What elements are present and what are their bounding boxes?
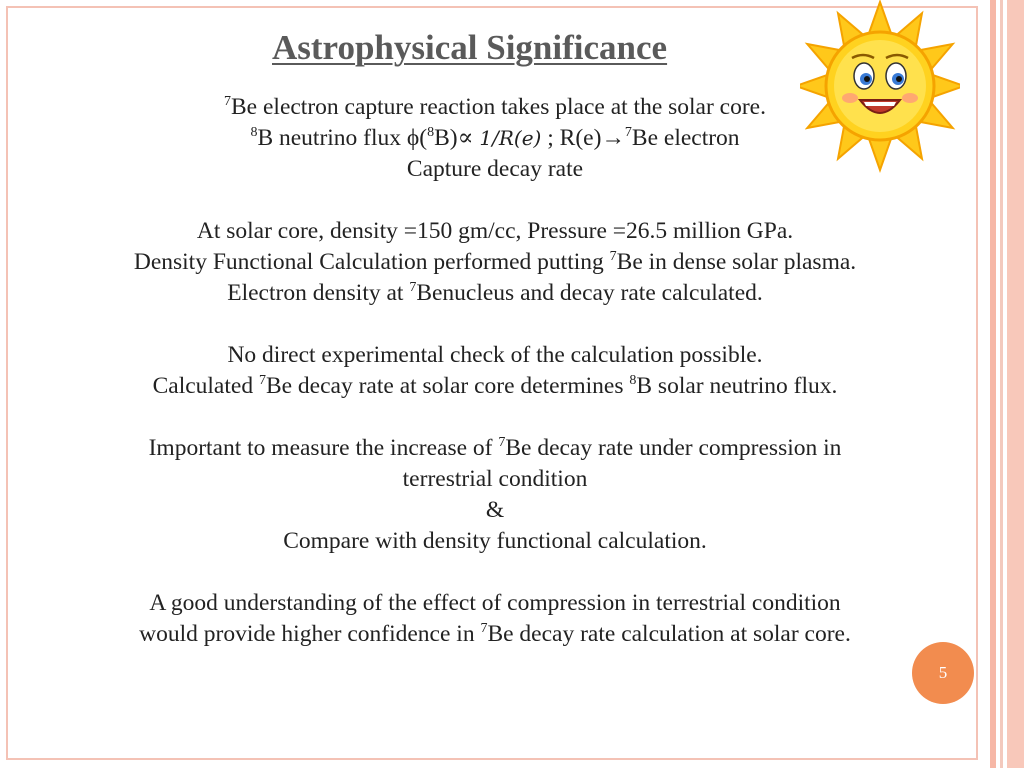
text-line (20, 588, 970, 619)
text-span: ; R(e)→ (541, 125, 625, 151)
text-span: No direct experimental check of the calculation possible. (227, 342, 763, 368)
text-span: Important to measure the increase of (148, 435, 499, 461)
text-span: B solar neutrino flux. (636, 373, 838, 399)
superscript: 7 (224, 94, 231, 109)
text-span: Be decay rate at solar core determines (265, 373, 630, 399)
text-span: B)∝ (434, 125, 480, 151)
superscript: 7 (624, 125, 632, 140)
superscript: 8 (629, 373, 637, 388)
text-span: & (485, 497, 505, 523)
text-span: Be decay rate calculation at solar core. (487, 621, 851, 647)
superscript: 8 (427, 125, 435, 140)
decorative-stripe (1007, 0, 1024, 768)
spacer (20, 309, 970, 340)
text-span: Density Functional Calculation performed putting (133, 249, 610, 275)
text-line (20, 433, 970, 464)
text-span: Benucleus and decay rate calculated. (416, 280, 763, 306)
text-span: would provide higher confidence in (139, 621, 481, 647)
text-span: Be in dense solar plasma. (616, 249, 857, 275)
text-span: Electron density at (227, 280, 410, 306)
text-line (20, 123, 970, 154)
spacer (20, 557, 970, 588)
text-span: Be electron (631, 125, 740, 151)
decorative-stripe (1000, 0, 1003, 768)
text-line (20, 247, 970, 278)
text-span: Capture decay rate (406, 156, 584, 182)
text-line (20, 495, 970, 526)
superscript: 7 (480, 621, 488, 636)
slide-title: Astrophysical Significance (272, 28, 668, 67)
text-line (20, 154, 970, 185)
superscript: 8 (250, 125, 258, 140)
decorative-stripe (990, 0, 996, 768)
math-expression: 1/R(e) (479, 126, 542, 150)
text-span: Compare with density functional calculation. (283, 528, 707, 554)
text-span: A good understanding of the effect of compression in terrestrial condition (149, 590, 841, 616)
page-number-badge: 5 (912, 642, 974, 704)
spacer (20, 402, 970, 433)
superscript: 7 (258, 373, 266, 388)
text-line (20, 619, 970, 650)
superscript: 7 (609, 249, 617, 264)
text-line (20, 526, 970, 557)
text-line (20, 92, 970, 123)
superscript: 7 (498, 435, 506, 450)
text-line (20, 464, 970, 495)
text-span: B neutrino flux ϕ( (257, 125, 428, 151)
text-span: terrestrial condition (402, 466, 588, 492)
text-span: At solar core, density =150 gm/cc, Pressure =26.5 million GPa. (196, 218, 794, 244)
slide-body (20, 92, 970, 650)
text-span: Be electron capture reaction takes place at the solar core. (231, 94, 766, 120)
text-line (20, 340, 970, 371)
text-line (20, 371, 970, 402)
text-line (20, 216, 970, 247)
text-span: Calculated (152, 373, 259, 399)
text-line (20, 278, 970, 309)
superscript: 7 (409, 280, 417, 295)
text-span: Be decay rate under compression in (505, 435, 842, 461)
spacer (20, 185, 970, 216)
